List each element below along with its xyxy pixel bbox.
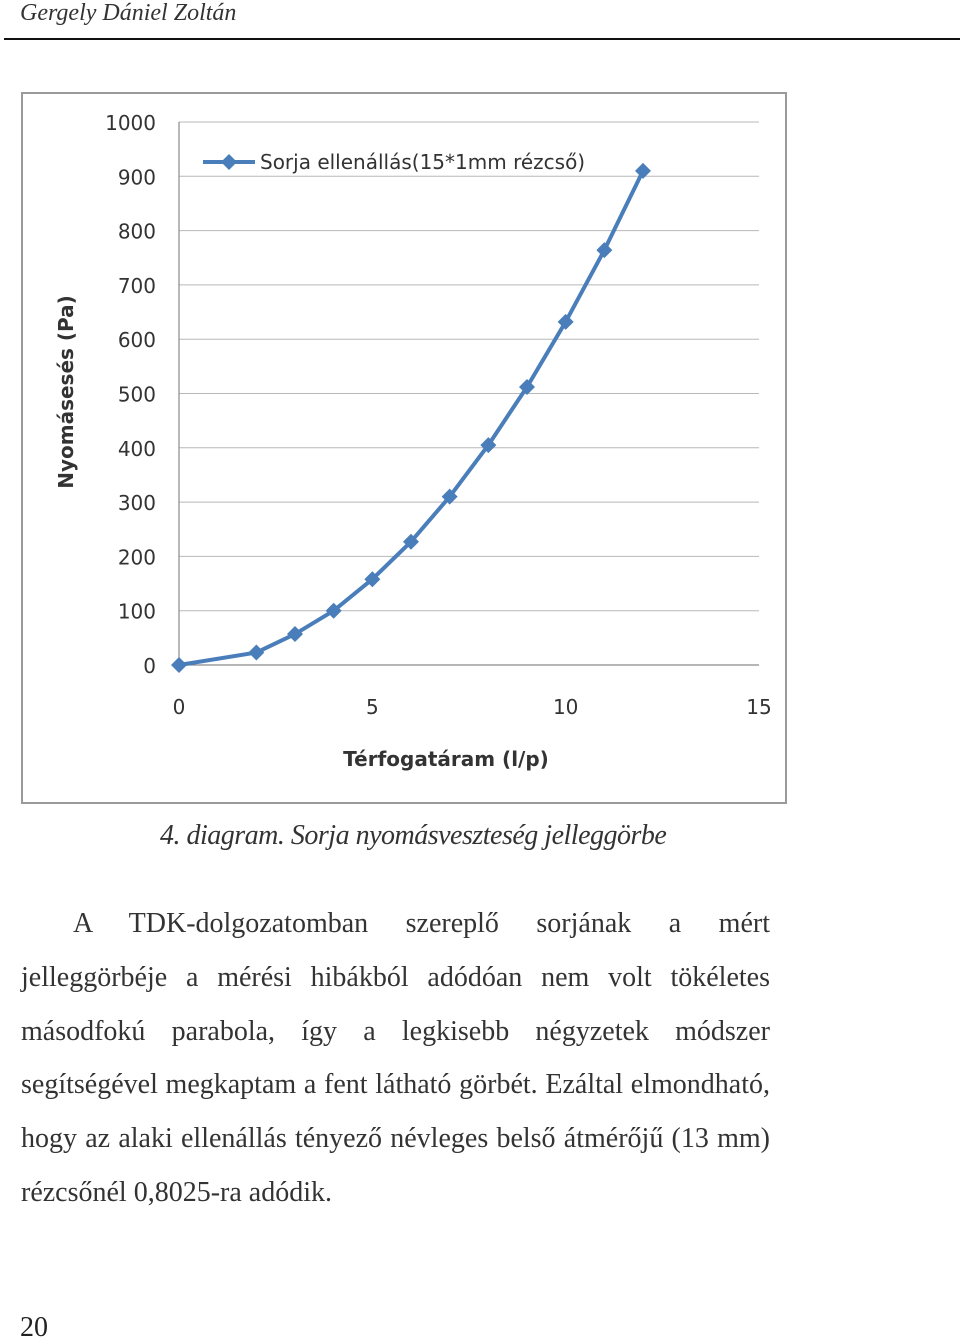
- y-tick-label: 800: [117, 219, 156, 244]
- data-point-marker: [248, 645, 264, 661]
- x-axis-title: Térfogatáram (l/p): [343, 747, 549, 771]
- chart-frame: [21, 92, 787, 804]
- y-tick-label: 900: [117, 165, 156, 190]
- page-number: 20: [20, 1312, 48, 1343]
- y-tick-label: 1000: [105, 111, 156, 135]
- y-tick-label: 100: [117, 599, 156, 624]
- y-tick-label: 200: [117, 545, 156, 570]
- data-point-marker: [596, 242, 612, 258]
- series-line: [179, 171, 643, 665]
- y-tick-label: 600: [117, 328, 156, 353]
- legend-marker: [221, 154, 237, 170]
- y-axis-title: Nyomásesés (Pa): [54, 295, 78, 489]
- line-chart: [23, 94, 785, 802]
- x-tick-label: 5: [365, 695, 379, 719]
- running-head: Gergely Dániel Zoltán: [20, 0, 237, 26]
- x-tick-label: 10: [552, 695, 579, 719]
- body-paragraph: A TDK-dolgozatomban szereplő sorjának a mért jelleggörbéje a mérési hibákból adódóan nem volt tökéletes másodfokú parabola, így a legkisebb négyzetek módszer segítségével megkaptam a fent látható görbét. Ezáltal elmondható, hogy az alaki ellenállás tényező névleges belső átmérőjű (13 mm) rézcsőnél 0,8025-ra adódik.: [21, 908, 770, 1208]
- y-tick-label: 0: [143, 654, 156, 678]
- data-point-marker: [171, 657, 187, 673]
- x-tick-label: 0: [172, 695, 186, 719]
- y-tick-label: 500: [117, 382, 156, 407]
- header-rule: [4, 38, 960, 40]
- figure-caption: 4. diagram. Sorja nyomásveszteség jelleggörbe: [160, 820, 667, 851]
- x-tick-label: 15: [746, 695, 772, 719]
- body-text: [21, 897, 770, 1220]
- legend-label: Sorja ellenállás(15*1mm rézcső): [260, 150, 586, 174]
- y-tick-label: 400: [117, 436, 156, 461]
- y-tick-label: 700: [117, 273, 156, 298]
- y-tick-label: 300: [117, 491, 156, 516]
